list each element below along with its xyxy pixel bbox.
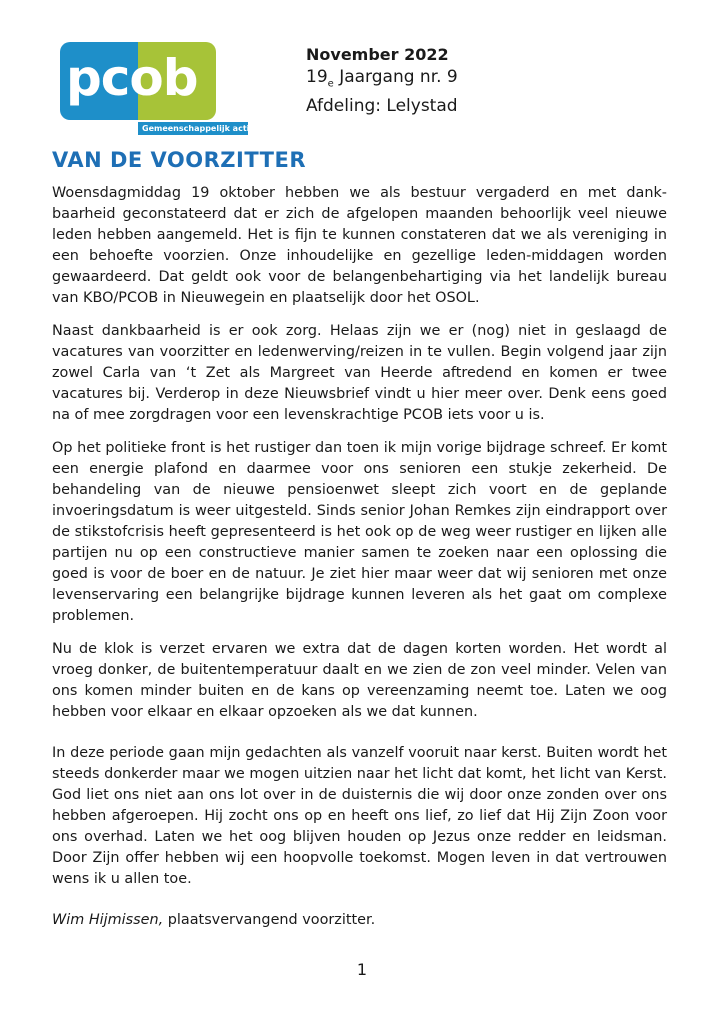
pcob-logo: [60, 42, 259, 136]
paragraph-2: Naast dankbaarheid is er ook zorg. Helaas zijn we er (nog) niet in geslaagd de vacatures van voorzitter en ledenwerving/reizen in te vullen. Begin volgend jaar zijn zowel Carla van ‘t Zet als Margreet van Heerde aftredend en komen er twee vacatures bij. Verderop in deze Nieuwsbrief vindt u hier meer over. Denk eens goed na of mee zorgdragen voor een levenskrachtige PCOB iets voor u is.: [52, 323, 667, 423]
department: Afdeling: Lelystad: [306, 96, 458, 117]
edition-rest: Jaargang nr. 9: [333, 67, 458, 87]
signature-role: plaatsvervangend voorzitter.: [163, 912, 376, 928]
edition-line: [306, 66, 606, 95]
logo-wordmark: pcob: [66, 49, 198, 107]
page-number: 1: [356, 960, 368, 979]
paragraph-1: Woensdagmiddag 19 oktober hebben we als bestuur vergaderd en met dank-baarheid geconstateerd dat er zich de afgelopen maanden behoorlijk veel nieuwe leden hebben aangemeld. Het is fijn te kunnen constateren dat we als vereniging in een behoefte voorzien. Onze inhoudelijke en gezellige leden-middagen worden gewaardeerd. Dat geldt ook voor de belangenbehartiging via het landelijk bureau van KBO/PCOB in Nieuwegein en plaatselijk door het OSOL.: [52, 185, 667, 306]
paragraph-5: In deze periode gaan mijn gedachten als vanzelf vooruit naar kerst. Buiten wordt het steeds donkerder maar we mogen uitzien naar het licht dat komt, het licht van Kerst. God liet ons niet aan ons lot over in de duisternis die wij door onze zonden over ons hebben afgeroepen. Hij zocht ons op en heeft ons lief, zo lief dat Hij Zijn Zoon voor ons overhad. Laten we het oog blijven houden op Jezus onze redder en leidsman. Door Zijn offer hebben wij een hoopvolle toekomst. Mogen leven in dat vertrouwen wens ik u allen toe.: [52, 745, 667, 887]
paragraph-4: Nu de klok is verzet ervaren we extra dat de dagen korten worden. Het wordt al vroeg donker, de buitentemperatuur daalt en we zien de zon veel minder. Velen van ons komen minder buiten en de kans op vereenzaming neemt toe. Laten we oog hebben voor elkaar en elkaar opzoeken als we dat kunnen.: [52, 641, 667, 720]
logo-tagline: Gemeenschappelijk actief: [138, 122, 248, 135]
edition-suffix: e: [327, 78, 334, 90]
issue-date: November 2022: [306, 45, 449, 64]
article-body: [52, 183, 667, 943]
article-title: VAN DE VOORZITTER: [52, 148, 306, 172]
paragraph-3: Op het politieke front is het rustiger dan toen ik mijn vorige bijdrage schreef. Er komt een energie plafond en daarmee voor ons senioren een stukje zekerheid. De behandeling van de nieuwe pensioenwet sleept zich voort en de geplande invoeringsdatum is weer uitgesteld. Sinds senior Johan Remkes zijn eindrapport over de stikstofcrisis heeft gepresenteerd is het ook op de weg weer rustiger en lijken alle partijen nu op een constructieve manier samen te zoeken naar een oplossing die goed is voor de boer en de natuur. Je ziet hier maar weer dat wij senioren met onze levenservaring een belangrijke bijdrage kunnen leveren als het gaat om complexe problemen.: [52, 440, 667, 624]
signature-name: Wim Hijmissen,: [52, 912, 164, 928]
edition-number: 19: [306, 67, 328, 87]
signature: [52, 910, 667, 931]
masthead: [306, 44, 606, 117]
